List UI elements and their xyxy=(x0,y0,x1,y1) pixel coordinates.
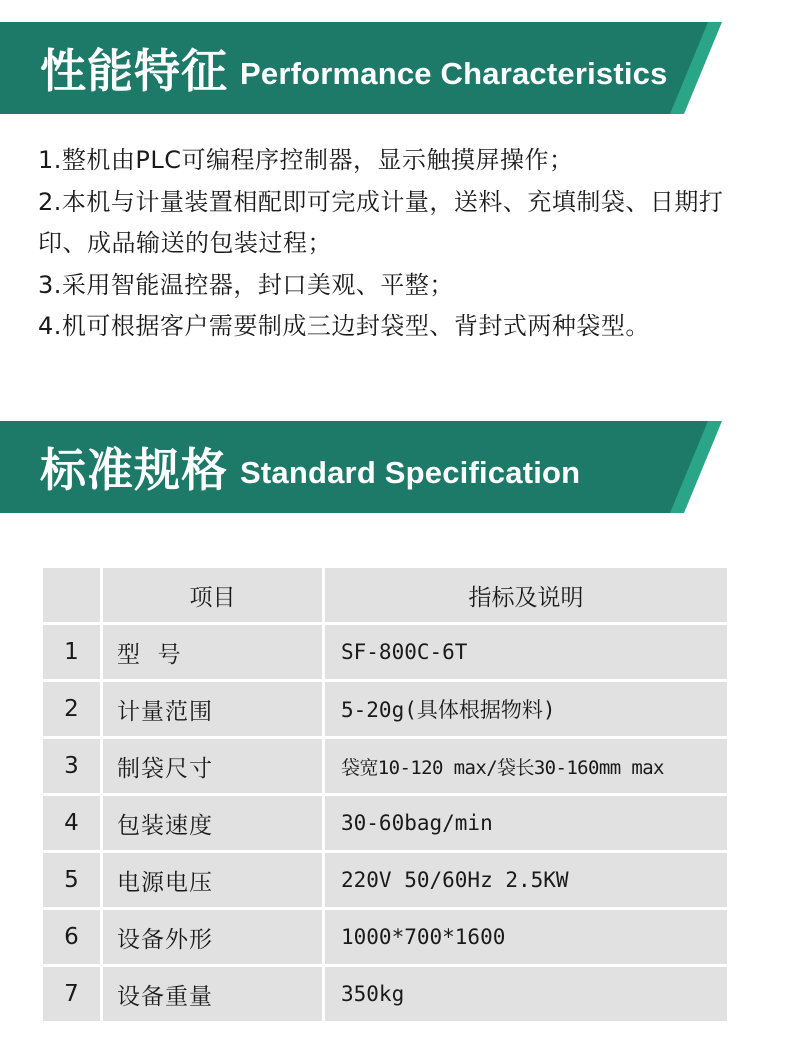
section-title-zh: 标准规格 xyxy=(40,443,228,497)
header-cell-no xyxy=(43,568,100,622)
row-item: 电源电压 xyxy=(103,853,322,907)
table-row xyxy=(43,967,727,1021)
header-cell-value: 指标及说明 xyxy=(325,568,727,622)
row-item: 设备外形 xyxy=(103,910,322,964)
row-number: 3 xyxy=(43,739,100,793)
feature-item: 4.机可根据客户需要制成三边封袋型、背封式两种袋型。 xyxy=(38,312,650,340)
section-title-zh: 性能特征 xyxy=(40,44,228,98)
row-value: 350kg xyxy=(325,967,727,1021)
performance-header-banner xyxy=(0,22,790,114)
row-item: 制袋尺寸 xyxy=(103,739,322,793)
section-title xyxy=(40,22,668,114)
feature-item: 1.整机由PLC可编程序控制器，显示触摸屏操作； xyxy=(38,146,574,174)
row-value: 袋宽10-120 max/袋长30-160mm max xyxy=(325,739,727,793)
feature-item: 2.本机与计量装置相配即可完成计量，送料、充填制袋、日期打印、成品输送的包装过程； xyxy=(38,187,724,257)
table-row xyxy=(43,910,727,964)
row-number: 1 xyxy=(43,625,100,679)
spec-table xyxy=(40,565,730,1024)
row-value: 220V 50/60Hz 2.5KW xyxy=(325,853,727,907)
specification-header-banner xyxy=(0,421,790,513)
table-row xyxy=(43,625,727,679)
row-value: 30-60bag/min xyxy=(325,796,727,850)
section-title xyxy=(40,421,580,513)
header-cell-item: 项目 xyxy=(103,568,322,622)
row-item: 型 号 xyxy=(103,625,322,679)
section-title-en: Standard Specification xyxy=(240,455,581,490)
row-item: 包装速度 xyxy=(103,796,322,850)
feature-list xyxy=(38,140,738,348)
row-number: 7 xyxy=(43,967,100,1021)
table-row xyxy=(43,796,727,850)
row-number: 2 xyxy=(43,682,100,736)
row-value: SF-800C-6T xyxy=(325,625,727,679)
feature-item: 3.采用智能温控器，封口美观、平整； xyxy=(38,270,454,299)
table-row xyxy=(43,853,727,907)
section-title-en: Performance Characteristics xyxy=(240,56,668,91)
row-item: 设备重量 xyxy=(103,967,322,1021)
row-number: 4 xyxy=(43,796,100,850)
row-number: 6 xyxy=(43,910,100,964)
table-header-row xyxy=(43,568,727,622)
table-row xyxy=(43,739,727,793)
row-value: 5-20g(具体根据物料) xyxy=(325,682,727,736)
row-item: 计量范围 xyxy=(103,682,322,736)
row-value: 1000*700*1600 xyxy=(325,910,727,964)
table-row xyxy=(43,682,727,736)
row-number: 5 xyxy=(43,853,100,907)
